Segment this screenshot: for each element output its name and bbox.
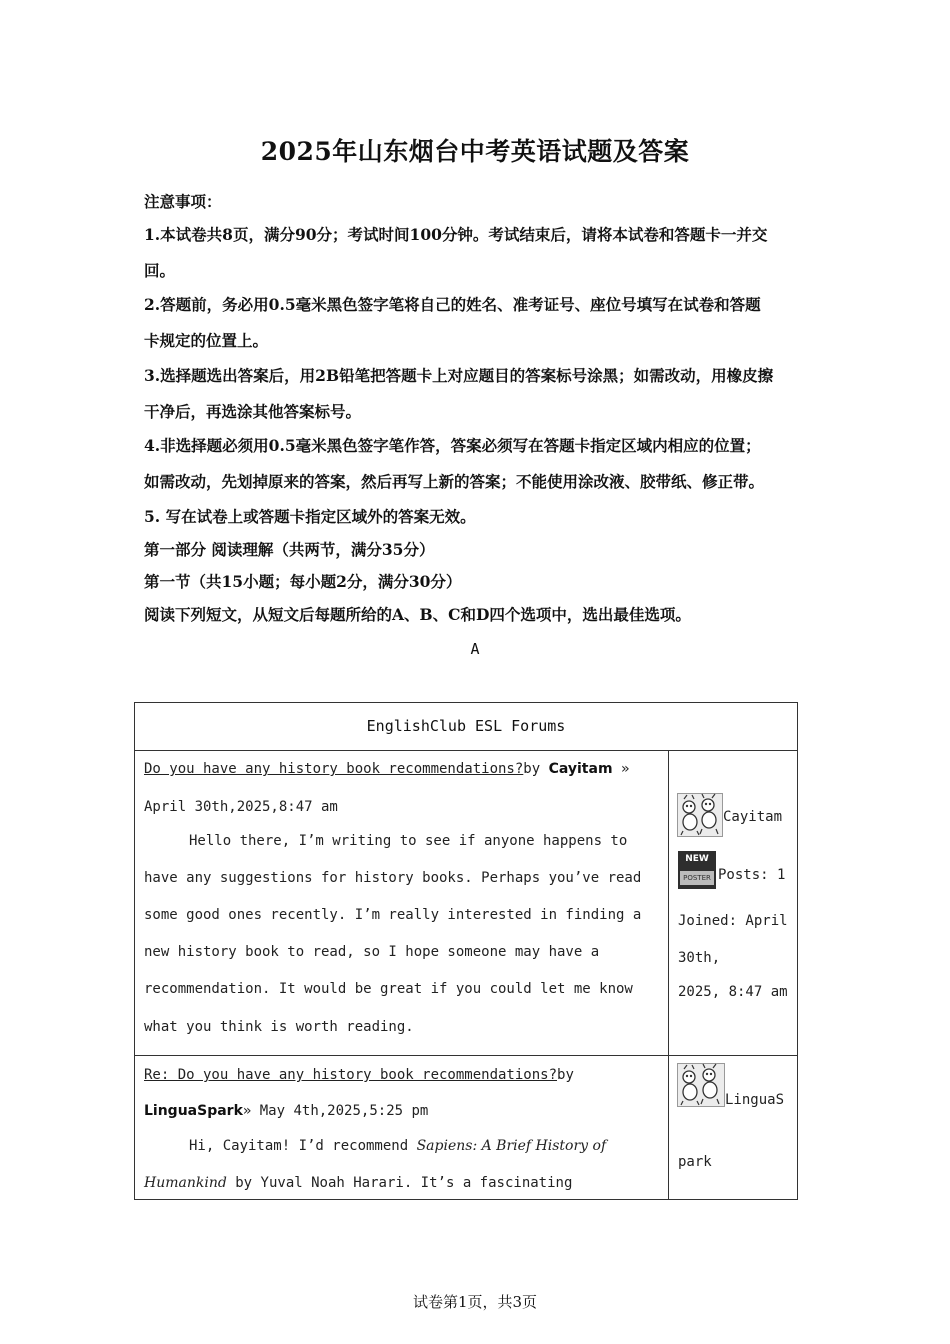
notice-line: 4.非选择题必须用0.5毫米黑色签字笔作答，答案必须写在答题卡指定区域内相应的位置； (144, 436, 761, 455)
forum-header: EnglishClub ESL Forums (366, 717, 566, 735)
book-title: Sapiens: A Brief History of (416, 1138, 607, 1154)
post1-body-line: some good ones recently. I’m really interested in finding a (144, 907, 642, 923)
post1-joined: 2025, 8:47 am (678, 984, 788, 1000)
post1-body-line: new history book to read, so I hope someone may have a (144, 944, 600, 960)
post2-body-line: Humankind by Yuval Noah Harari. It’s a fascinating (144, 1175, 573, 1191)
post2-subject-line (144, 1067, 574, 1083)
post1-date: April 30th,2025,8:47 am (144, 799, 338, 815)
directions: 阅读下列短文，从短文后每题所给的A、B、C和D四个选项中，选出最佳选项。 (144, 605, 691, 624)
post1-body-line: Hello there, I’m writing to see if anyone happens to (189, 833, 628, 849)
section-heading: 第一节（共15小题；每小题2分，满分30分） (144, 572, 462, 591)
linguaspark-avatar-icon[interactable] (677, 1063, 725, 1107)
post2-username[interactable]: park (678, 1154, 712, 1170)
post1-body-line: recommendation. It would be great if you could let me know (144, 981, 633, 997)
row-divider (135, 750, 797, 751)
new-poster-badge-icon (678, 851, 716, 889)
row-divider (135, 1055, 797, 1056)
post1-by: by (523, 761, 549, 777)
cayitam-avatar-icon[interactable] (677, 793, 723, 837)
badge-bottom-text: POSTER (683, 874, 711, 882)
badge-top-text: NEW (685, 854, 709, 864)
post2-subject-link[interactable]: Re: Do you have any history book recommendations? (144, 1067, 558, 1083)
post1-posts-count: Posts: 1 (718, 867, 786, 883)
page-footer: 试卷第1页，共3页 (412, 1293, 538, 1311)
part-heading: 第一部分 阅读理解（共两节，满分35分） (144, 540, 435, 559)
post1-joined: Joined: April (678, 913, 788, 929)
notice-line: 5. 写在试卷上或答题卡指定区域外的答案无效。 (144, 507, 476, 526)
post2-author[interactable]: LinguaSpark (144, 1103, 243, 1119)
post2-by: by (557, 1067, 574, 1083)
forum-table (134, 702, 798, 1200)
post1-author[interactable]: Cayitam (548, 761, 613, 777)
notice-heading: 注意事项： (144, 192, 222, 211)
post1-username[interactable]: Cayitam (723, 809, 783, 825)
notice-line: 回。 (144, 261, 176, 280)
post2-author-line (144, 1103, 428, 1119)
post1-subject-line (144, 761, 629, 777)
post2-username[interactable]: LinguaS (725, 1092, 785, 1108)
notice-line: 2.答题前，务必用0.5毫米黑色签字笔将自己的姓名、准考证号、座位号填写在试卷和答题 (144, 295, 761, 314)
page-title: 2025年山东烟台中考英语试题及答案 (260, 137, 690, 166)
post1-body-line: have any suggestions for history books. Perhaps you’ve read (144, 870, 642, 886)
post2-body-line: Hi, Cayitam! I’d recommend Sapiens: A Brief History of (189, 1138, 607, 1154)
notice-line: 干净后，再选涂其他答案标号。 (144, 402, 362, 421)
passage-label: A (470, 640, 480, 658)
notice-line: 1.本试卷共8页，满分90分；考试时间100分钟。考试结束后，请将本试卷和答题卡一并交 (144, 225, 768, 244)
post1-joined: 30th, (678, 950, 721, 966)
book-title: Humankind (144, 1175, 227, 1191)
post1-subject-link[interactable]: Do you have any history book recommendations? (144, 761, 524, 777)
column-divider (668, 750, 669, 1199)
post2-date: May 4th,2025,5:25 pm (251, 1103, 429, 1119)
notice-line: 如需改动，先划掉原来的答案，然后再写上新的答案；不能使用涂改液、胶带纸、修正带。 (144, 472, 765, 491)
notice-line: 卡规定的位置上。 (144, 331, 269, 350)
notice-line: 3.选择题选出答案后，用2B铅笔把答题卡上对应题目的答案标号涂黑；如需改动，用橡皮擦 (144, 366, 774, 385)
post1-body-line: what you think is worth reading. (144, 1019, 414, 1035)
post1-arrow: » (612, 761, 630, 777)
post2-arrow: » (242, 1103, 252, 1119)
